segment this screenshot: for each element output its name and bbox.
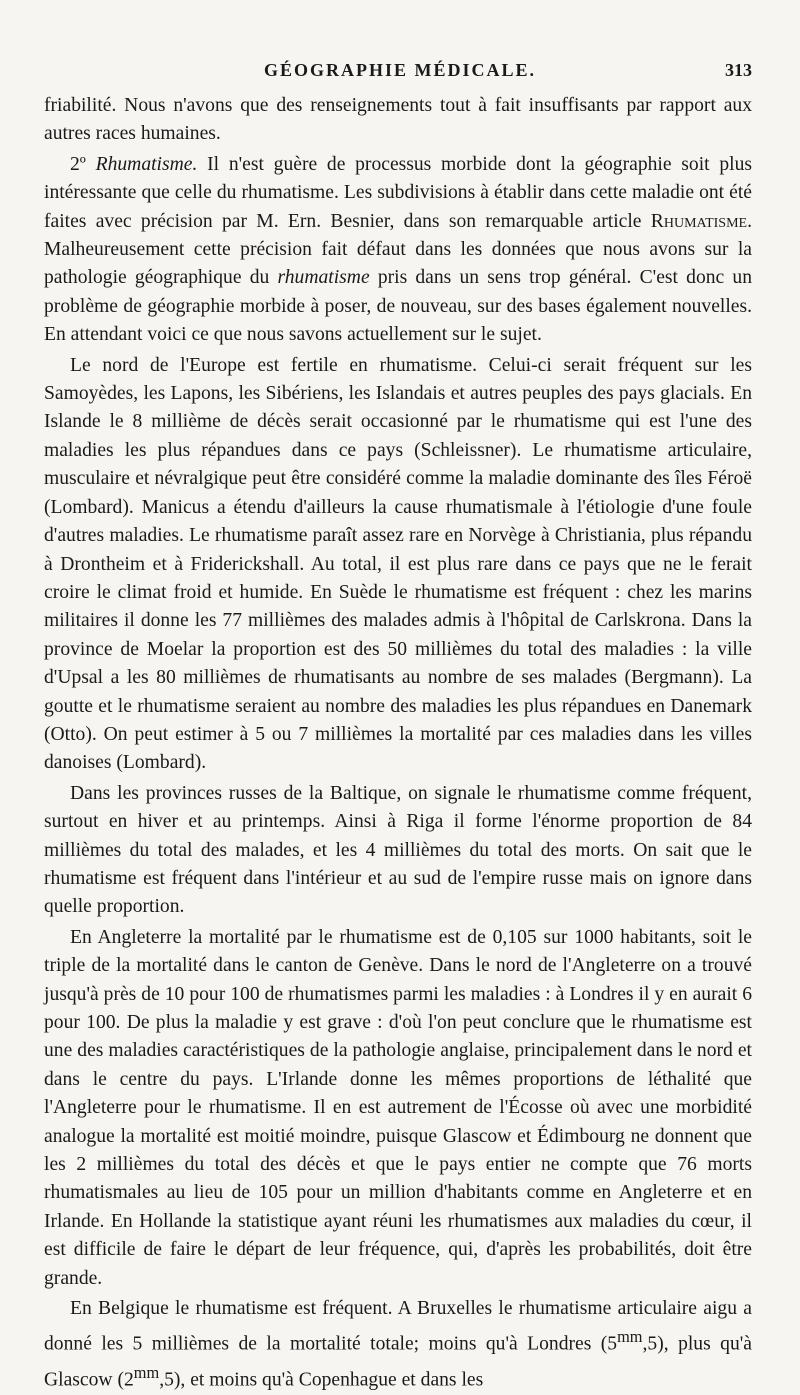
text-run: . Malheureusement cette précision fait défaut dans les données que nous avons sur la pathologie géographique du [44,210,752,289]
running-title: GÉOGRAPHIE MÉDICALE. [263,60,537,80]
body-text [44,92,752,1395]
article-reference: Rhumatisme [650,210,748,232]
paragraph-continuation: friabilité. Nous n'avons que des renseignements tout à fait insuffisants par rapport aux autres races humaines. [44,95,752,145]
emphasis-term: rhumatisme [277,267,370,289]
page-number: 313 [725,60,752,80]
paragraph-baltique: Dans les provinces russes de la Baltique, on signale le rhumatisme comme fréquent, surtout en hiver et au printemps. Ainsi à Riga il forme l'énorme proportion de 84 millièmes du total des malades, et les 4 millièmes du total des morts. On sait que le rhumatisme est fréquent dans l'intérieur et au sud de l'empire russe mais on ignore dans quelle proportion. [44,782,752,918]
paragraph-rhumatisme-intro [44,151,752,350]
text-run: pris dans un sens trop général. C'est donc un problème de géographie morbide à poser, de nouveau, sur des bases également nouvelles. En attendant voici ce que nous savons actuellement sur le sujet. [44,267,753,346]
paragraph-nord-europe: Le nord de l'Europe est fertile en rhumatisme. Celui-ci serait fréquent sur les Samoyèdes, les Lapons, les Sibériens, les Islandais et autres peuples des pays glacials. En Islande le 8 millième de décès serait occasionné par le rhumatisme qui est l'une des maladies les plus répandues dans ce pays (Schleissner). Le rhumatisme articulaire, musculaire et névralgique peut être considéré comme la maladie dominante des îles Féroë (Lombard). Manicus a étendu d'ailleurs la cause rhumatismale à l'étiologie d'une foule d'autres maladies. Le rhumatisme paraît assez rare en Norvège à Christiania, plus répandu à Drontheim et à Friderickshall. Au total, il est plus rare dans ce pays que ne le ferait croire le climat froid et humide. En Suède le rhumatisme est fréquent : chez les marins militaires il donne les 77 millièmes des malades admis à l'hôpital de Carlskrona. Dans la province de Moelar la proportion est des 50 millièmes du total des maladies : la ville d'Upsal a les 80 millièmes de rhumatisants au nombre de ses malades (Bergmann). La goutte et le rhumatisme seraient au nombre des maladies les plus répandues en Danemark (Otto). On peut estimer à 5 ou 7 millièmes la mortalité par ces maladies dans les villes danoises (Lombard). [44,354,752,774]
superscript-unit: mm [617,1327,643,1347]
section-heading: Rhumatisme. [95,153,198,175]
text-run: En Belgique le rhumatisme est fréquent. A Bruxelles le rhumatisme articulaire aigu a donné les 5 millièmes de la mortalité totale; moins qu'à Londres (5 [44,1298,752,1355]
text-run: ,5), plus qu'à Glascow (2 [44,1334,752,1391]
superscript-unit: mm [133,1363,160,1383]
paragraph-angleterre: En Angleterre la mortalité par le rhumatisme est de 0,105 sur 1000 habitants, soit le triple de la mortalité dans le canton de Genève. Dans le nord de l'Angleterre on a trouvé jusqu'à près de 10 pour 100 de rhumatismes parmi les maladies : à Londres il y en aurait 6 pour 100. De plus la maladie y est grave : d'où l'on peut conclure que le rhumatisme est une des maladies caractéristiques de la pathologie anglaise, principalement dans le nord et dans le centre du pays. L'Irlande donne les mêmes proportions de léthalité que l'Angleterre pour le rhumatisme. Il en est autrement de l'Écosse où avec une morbidité analogue la mortalité est moitié moindre, puisque Glascow et Édimbourg ne donnent que les 2 millièmes du total des décès et que le pays entier ne compte que 76 morts rhumatismales au lieu de 105 pour un million d'habitants comme en Angleterre et en Irlande. En Hollande la statistique ayant réuni les rhumatismes aux maladies du cœur, il est difficile de faire le départ de leur fréquence, qui, d'après les probabilités, doit être grande. [44,926,752,1289]
text-run: Il n'est guère de processus morbide dont la géographie soit plus intéressante que celle du rhumatisme. Les subdivisions à établir dans cette maladie ont été faites avec précision par M. Ern. Besnier, dans son remarquable article [44,153,752,232]
paragraph-belgique [44,1295,752,1395]
section-number: 2º [70,153,96,175]
running-head [0,60,800,86]
text-run: ,5), et moins qu'à Copenhague et dans les [159,1369,484,1391]
